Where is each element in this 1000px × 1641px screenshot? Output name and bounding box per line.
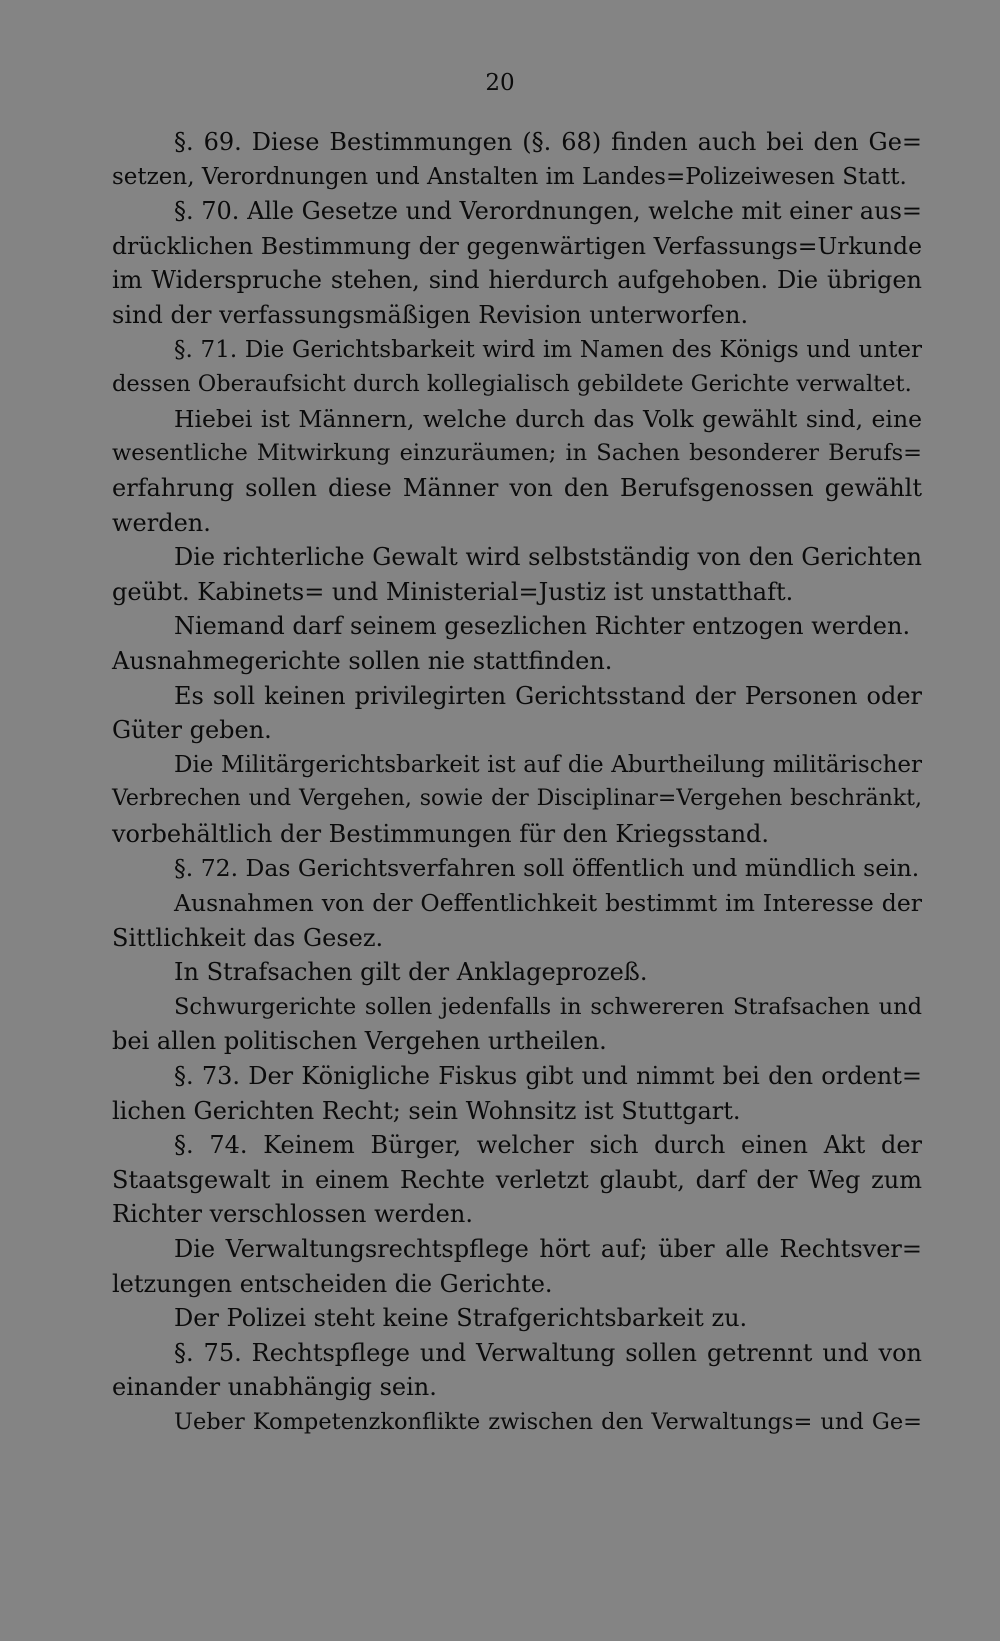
text-line: werden. [112, 508, 211, 537]
text-line: Die Verwaltungsrechtspflege hört auf; über alle Rechtsver= [174, 1235, 922, 1263]
text-line: Die Militärgerichtsbarkeit ist auf die Aburtheilung militärischer [174, 751, 922, 778]
text-line: Der Polizei steht keine Strafgerichtsbarkeit zu. [174, 1304, 748, 1333]
text-line: §. 72. Das Gerichtsverfahren soll öffentlich und mündlich sein. [174, 854, 920, 883]
text-line: Schwurgerichte sollen jedenfalls in schwereren Strafsachen und [174, 993, 922, 1020]
text-line: wesentliche Mitwirkung einzuräumen; in Sachen besonderer Berufs= [112, 440, 922, 467]
text-line: Ausnahmen von der Oeffentlichkeit bestimmt im Interesse der [174, 889, 922, 918]
text-line: §. 71. Die Gerichtsbarkeit wird im Namen des Königs und unter [174, 336, 922, 363]
text-line: bei allen politischen Vergehen urtheilen. [112, 1027, 607, 1056]
text-line: drücklichen Bestimmung der gegenwärtigen Verfassungs=Urkunde [112, 231, 922, 260]
text-line: sind der verfassungsmäßigen Revision unterworfen. [112, 300, 749, 329]
text-line: geübt. Kabinets= und Ministerial=Justiz ist unstatthaft. [112, 577, 794, 606]
text-line: letzungen entscheiden die Gerichte. [112, 1269, 553, 1298]
text-line: Ausnahmegerichte sollen nie stattfinden. [112, 646, 613, 675]
text-line: §. 69. Diese Bestimmungen (§. 68) finden auch bei den Ge= [174, 128, 922, 156]
text-line: §. 75. Rechtspflege und Verwaltung sollen getrennt und von [174, 1338, 922, 1367]
text-line: §. 70. Alle Gesetze und Verordnungen, welche mit einer aus= [174, 197, 922, 226]
text-line: Sittlichkeit das Gesez. [112, 923, 384, 952]
text-line: einander unabhängig sein. [112, 1373, 437, 1402]
text-line: Ueber Kompetenzkonflikte zwischen den Verwaltungs= und Ge= [174, 1408, 922, 1435]
page-body [112, 125, 922, 1440]
text-line: Güter geben. [112, 716, 272, 745]
text-line: im Widerspruche stehen, sind hierdurch aufgehoben. Die übrigen [112, 266, 922, 295]
text-line: §. 74. Keinem Bürger, welcher sich durch einen Akt der [174, 1131, 922, 1160]
text-line: In Strafsachen gilt der Anklageprozeß. [174, 958, 648, 987]
text-line: Hiebei ist Männern, welche durch das Volk gewählt sind, eine [174, 404, 922, 433]
text-line: Richter verschlossen werden. [112, 1200, 473, 1229]
page-number: 20 [485, 70, 515, 96]
text-line: Es soll keinen privilegirten Gerichtsstand der Personen oder [174, 681, 922, 710]
text-line: lichen Gerichten Recht; sein Wohnsitz ist Stuttgart. [112, 1096, 741, 1125]
text-line: §. 73. Der Königliche Fiskus gibt und nimmt bei den ordent= [174, 1062, 922, 1091]
text-line: setzen, Verordnungen und Anstalten im Landes=Polizeiwesen Statt. [112, 163, 907, 190]
text-line: Niemand darf seinem gesezlichen Richter entzogen werden. [174, 612, 911, 641]
text-line: vorbehältlich der Bestimmungen für den Kriegsstand. [112, 819, 770, 848]
text-line: Staatsgewalt in einem Rechte verletzt glaubt, darf der Weg zum [112, 1165, 922, 1194]
text-line: Verbrechen und Vergehen, sowie der Disciplinar=Vergehen beschränkt, [112, 786, 922, 812]
text-line: dessen Oberaufsicht durch kollegialisch gebildete Gerichte verwaltet. [112, 371, 912, 398]
text-line: Die richterliche Gewalt wird selbstständig von den Gerichten [174, 543, 922, 572]
text-line: erfahrung sollen diese Männer von den Berufsgenossen gewählt [112, 473, 922, 502]
